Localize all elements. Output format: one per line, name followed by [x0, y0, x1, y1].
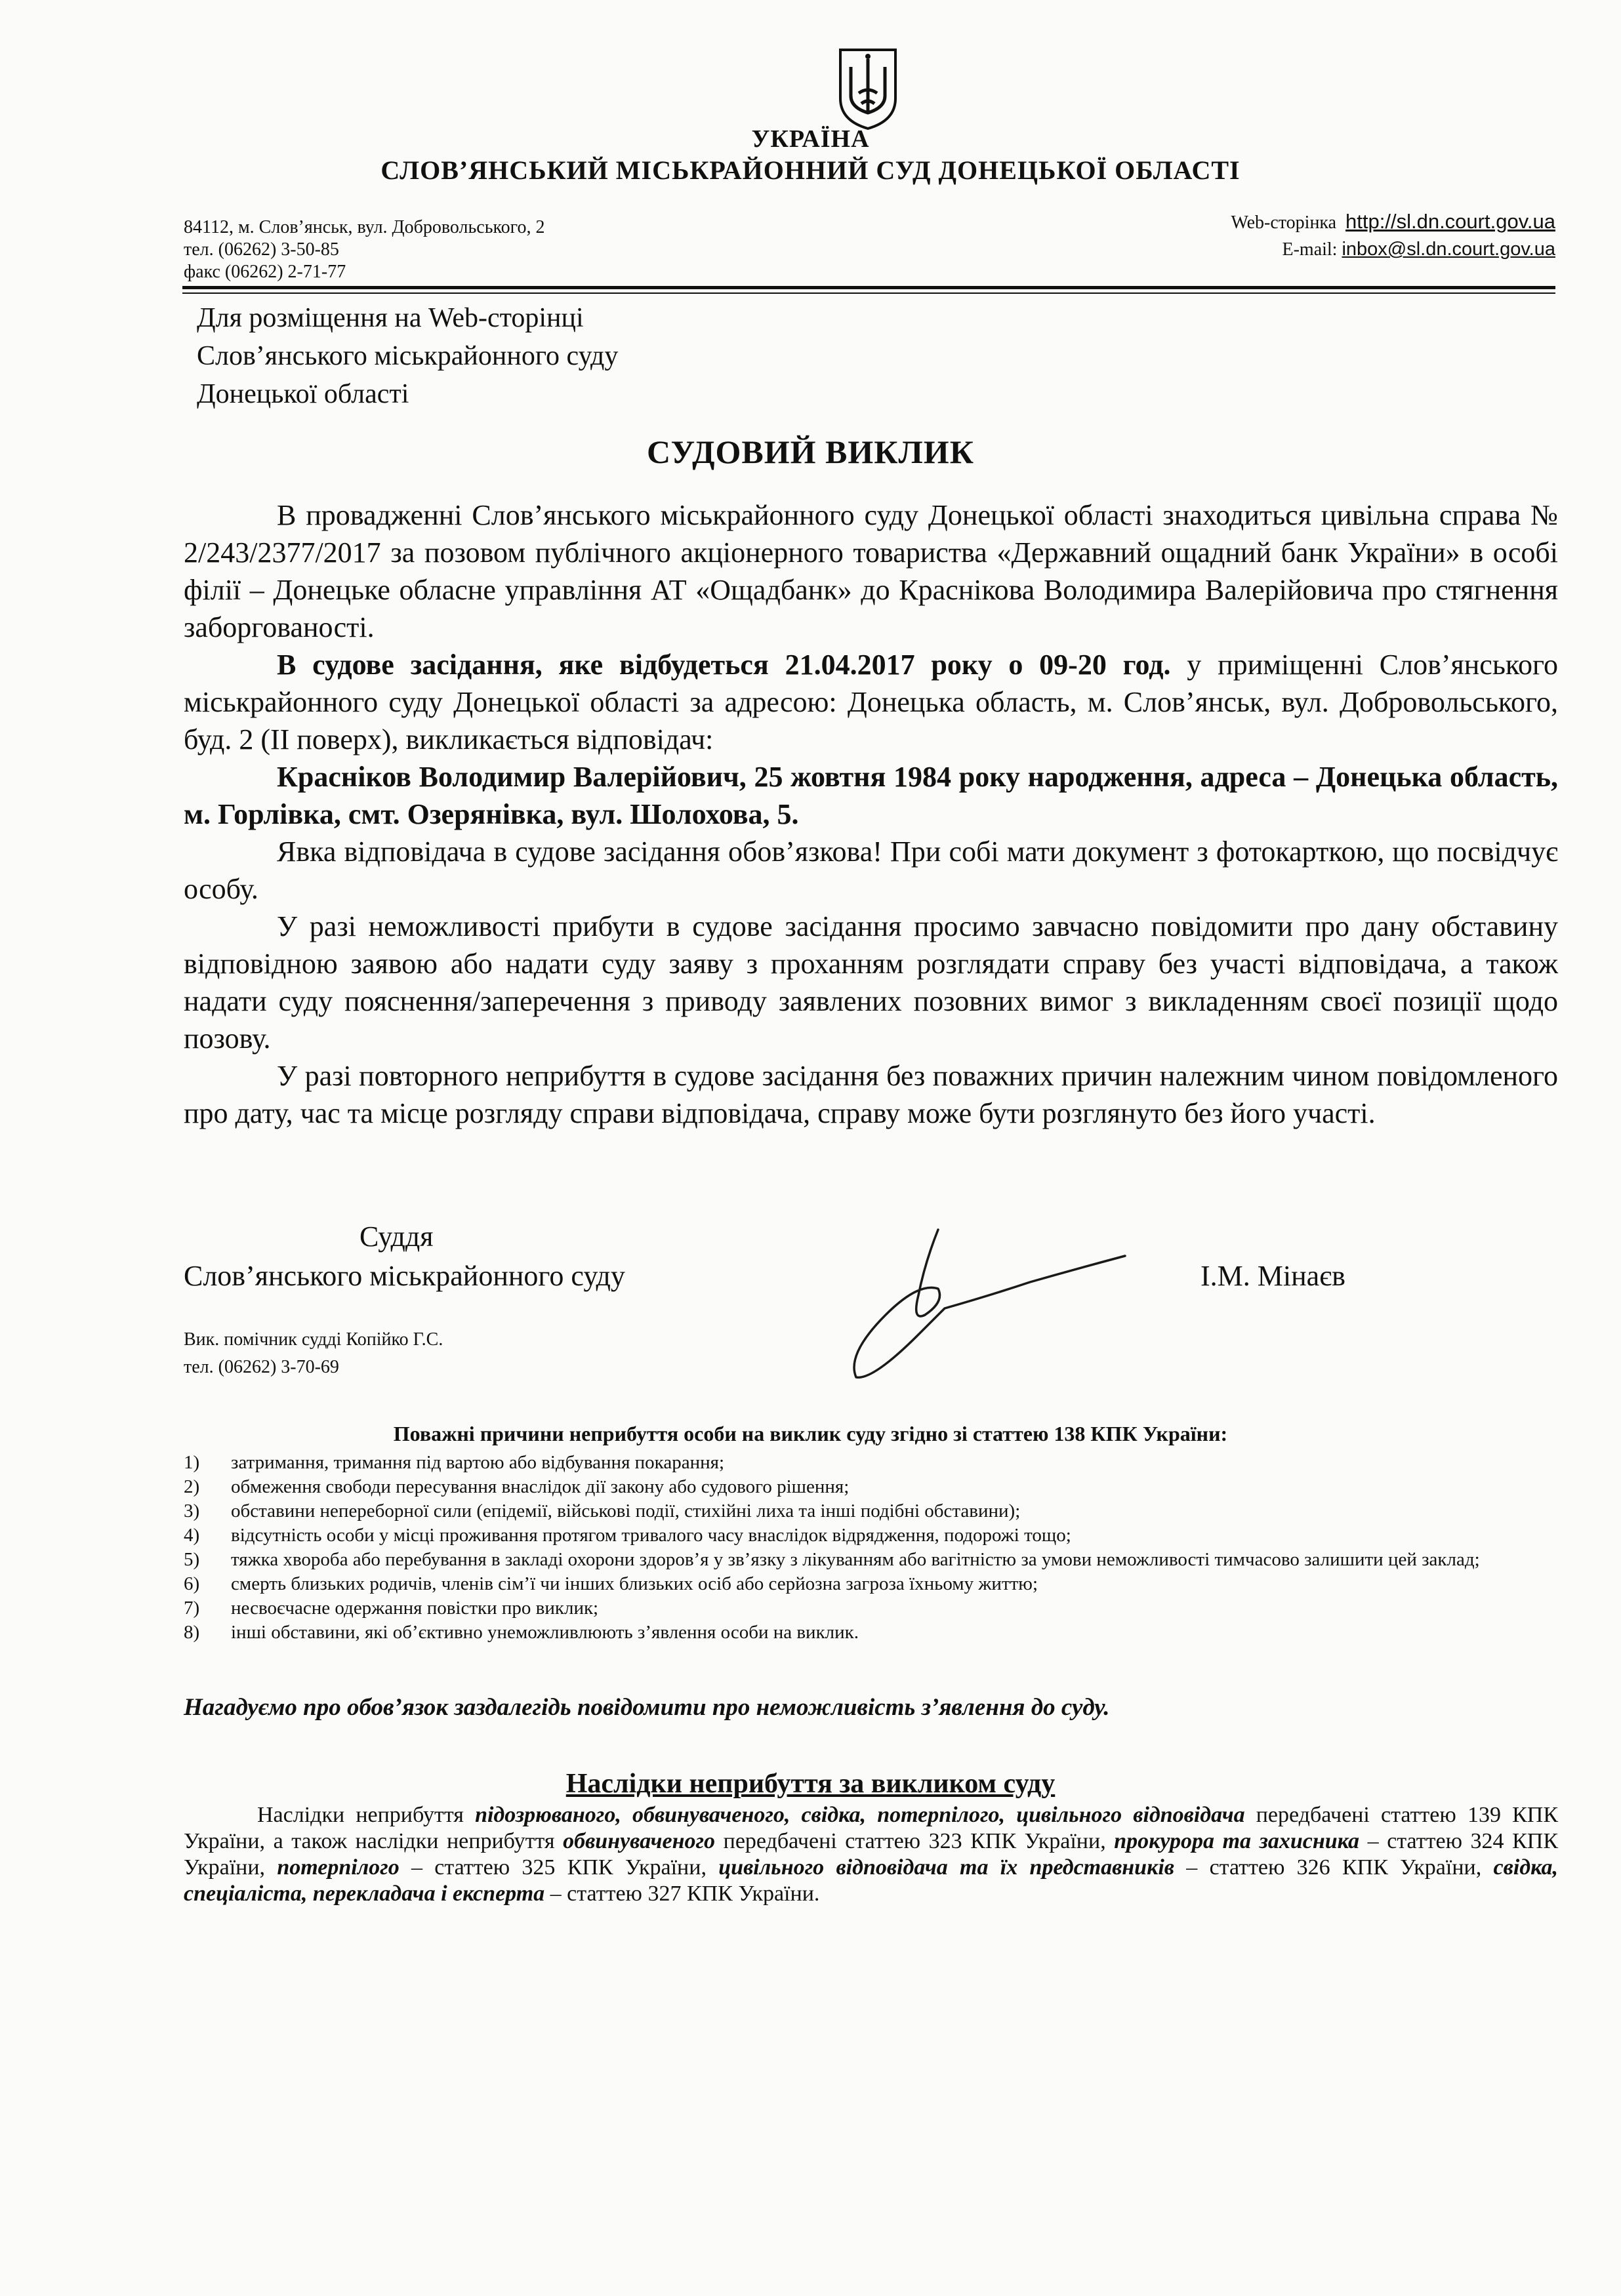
list-item	[184, 1621, 1558, 1645]
court-address-block	[184, 216, 544, 283]
list-item-number: 8)	[184, 1622, 200, 1643]
consequences-segment: – статтею 327 КПК України.	[544, 1882, 820, 1906]
recipient-line-2: Слов’янського міськрайонного суду	[197, 341, 619, 371]
reasons-title: Поважні причини неприбуття особи на виклик суду згідно зі статтею 138 КПК України:	[393, 1422, 1228, 1445]
list-item	[184, 1475, 1558, 1499]
assistant-name: Вик. помічник судді Копійко Г.С.	[184, 1329, 443, 1350]
list-item	[184, 1523, 1558, 1548]
assistant-phone: тел. (06262) 3-70-69	[184, 1357, 339, 1377]
consequences-segment: передбачені статтею 139 КПК України, а також наслідки неприбуття	[184, 1803, 1559, 1853]
email-label: E-mail:	[1282, 239, 1338, 260]
consequences-segment: передбачені статтею 323 КПК України,	[715, 1829, 1115, 1853]
list-item	[184, 1499, 1558, 1523]
list-item-text: тяжка хвороба або перебування в закладі охорони здоров’я у зв’язку з лікуванням або вагітністю за умови неможливості тимчасово залишити цей заклад;	[231, 1549, 1480, 1570]
consequences-segment: Наслідки неприбуття	[257, 1803, 476, 1827]
country-heading: УКРАЇНА	[751, 125, 870, 153]
fax-line: факс (06262) 2-71-77	[184, 262, 346, 282]
repeat-absence-paragraph: У разі повторного неприбуття в судове засідання без поважних причин належним чином повідомленого про дату, час та місце розгляду справи відповідача, справу може бути розглянуто без його участі.	[184, 1060, 1558, 1129]
consequences-emphasis: свідка, спеціаліста, перекладача і експерта	[184, 1855, 1559, 1906]
consequences-title: Наслідки неприбуття за викликом суду	[565, 1769, 1056, 1799]
coat-of-arms-icon	[836, 47, 899, 131]
attendance-paragraph: Явка відповідача в судове засідання обов’язкова! При собі мати документ з фотокарткою, що посвідчує особу.	[184, 836, 1558, 905]
list-item	[184, 1596, 1558, 1621]
consequences-emphasis: цивільного відповідача та їх представників	[718, 1855, 1174, 1880]
list-item-text: відсутність особи у місці проживання протягом тривалого часу внаслідок відрядження, подорожі тощо;	[231, 1525, 1071, 1546]
consequences-emphasis: обвинуваченого	[563, 1829, 716, 1853]
consequences-segment: – статтею 324 КПК України,	[184, 1829, 1559, 1880]
consequences-emphasis: прокурора та захисника	[1114, 1829, 1360, 1853]
consequences-segment: – статтею 325 КПК України,	[399, 1855, 719, 1880]
hearing-location-text: у приміщенні Слов’янського міськрайонного суду Донецької області за адресою: Донецька область, м. Слов’янськ, вул. Добровольського, буд. 2 (ІІ поверх), викликається відповідач:	[184, 649, 1558, 755]
reminder-text: Нагадуємо про обов’язок заздалегідь повідомити про неможливість з’явлення до суду.	[184, 1694, 1110, 1721]
address-line: 84112, м. Слов’янськ, вул. Добровольського, 2	[184, 217, 545, 237]
web-label: Web-сторінка	[1231, 212, 1337, 233]
list-item-number: 7)	[184, 1598, 200, 1619]
list-item	[184, 1451, 1558, 1475]
defendant-text: Красніков Володимир Валерійович, 25 жовтня 1984 року народження, адреса – Донецька область, м. Горлівка, смт. Озерянівка, вул. Шолохова, 5.	[184, 761, 1558, 830]
list-item-number: 6)	[184, 1573, 200, 1594]
list-item-text: обставини непереборної сили (епідемії, військові події, стихійні лиха та інші подібні обставини);	[231, 1500, 1021, 1521]
judge-name: І.М. Мінаєв	[1200, 1260, 1345, 1292]
summons-body	[184, 496, 1558, 1132]
list-item-text: інші обставини, які об’єктивно унеможливлюють з’явлення особи на виклик.	[231, 1622, 859, 1643]
absence-notice-paragraph: У разі неможливості прибути в судове засідання просимо завчасно повідомити про дану обставину відповідною заявою або надати суду заяву з проханням розглядати справу без участі відповідача, а також надати суду пояснення/заперечення з приводу заявлених позовних вимог з викладенням своєї позиції щодо позову.	[184, 910, 1558, 1055]
judge-court: Слов’янського міськрайонного суду	[184, 1260, 625, 1292]
consequences-emphasis: потерпілого	[277, 1855, 400, 1880]
hearing-paragraph	[184, 646, 1558, 758]
list-item-number: 2)	[184, 1476, 200, 1497]
consequences-segment: – статтею 326 КПК України,	[1174, 1855, 1494, 1880]
consequences-text	[184, 1802, 1558, 1907]
list-item-number: 3)	[184, 1500, 200, 1521]
list-item-text: несвоєчасне одержання повістки про виклик;	[231, 1598, 599, 1619]
email-link[interactable]: inbox@sl.dn.court.gov.ua	[1342, 239, 1555, 260]
hearing-date-text: В судове засідання, яке відбудеться 21.04.2017 року о 09-20 год.	[277, 649, 1171, 681]
recipient-line-3: Донецької області	[197, 379, 409, 409]
consequences-emphasis: підозрюваного, обвинуваченого, свідка, потерпілого, цивільного відповідача	[475, 1803, 1245, 1827]
list-item-text: затримання, тримання під вартою або відбування покарання;	[231, 1452, 725, 1473]
list-item	[184, 1548, 1558, 1572]
recipient-block	[197, 299, 618, 413]
web-contacts-block	[1231, 209, 1555, 263]
header-divider-thin	[182, 292, 1555, 294]
header-divider-thick	[182, 286, 1555, 289]
list-item	[184, 1572, 1558, 1596]
list-item-number: 4)	[184, 1525, 200, 1546]
list-item-number: 5)	[184, 1549, 200, 1570]
document-title: СУДОВИЙ ВИКЛИК	[647, 433, 974, 470]
assistant-block	[184, 1326, 443, 1381]
web-url-link[interactable]: http://sl.dn.court.gov.ua	[1345, 210, 1555, 233]
judge-label: Суддя	[359, 1220, 434, 1253]
list-item-text: смерть близьких родичів, членів сім’ї чи інших близьких осіб або серйозна загроза їхньому життю;	[231, 1573, 1038, 1594]
list-item-number: 1)	[184, 1452, 200, 1473]
court-name-heading: СЛОВ’ЯНСЬКИЙ МІСЬКРАЙОННИЙ СУД ДОНЕЦЬКОЇ ОБЛАСТІ	[380, 155, 1241, 185]
defendant-paragraph	[184, 758, 1558, 833]
list-item-text: обмеження свободи пересування внаслідок дії закону або судового рішення;	[231, 1476, 850, 1497]
recipient-line-1: Для розміщення на Web-сторінці	[197, 303, 584, 333]
signature-icon	[827, 1217, 1128, 1387]
case-paragraph: В провадженні Слов’янського міськрайонного суду Донецької області знаходиться цивільна справа № 2/243/2377/2017 за позовом публічного акціонерного товариства «Державний ощадний банк України» в особі філії – Донецьке обласне управління АТ «Ощадбанк» до Краснікова Володимира Валерійовича про стягнення заборгованості.	[184, 499, 1558, 643]
reasons-list	[184, 1451, 1558, 1645]
phone-line: тел. (06262) 3-50-85	[184, 239, 339, 260]
